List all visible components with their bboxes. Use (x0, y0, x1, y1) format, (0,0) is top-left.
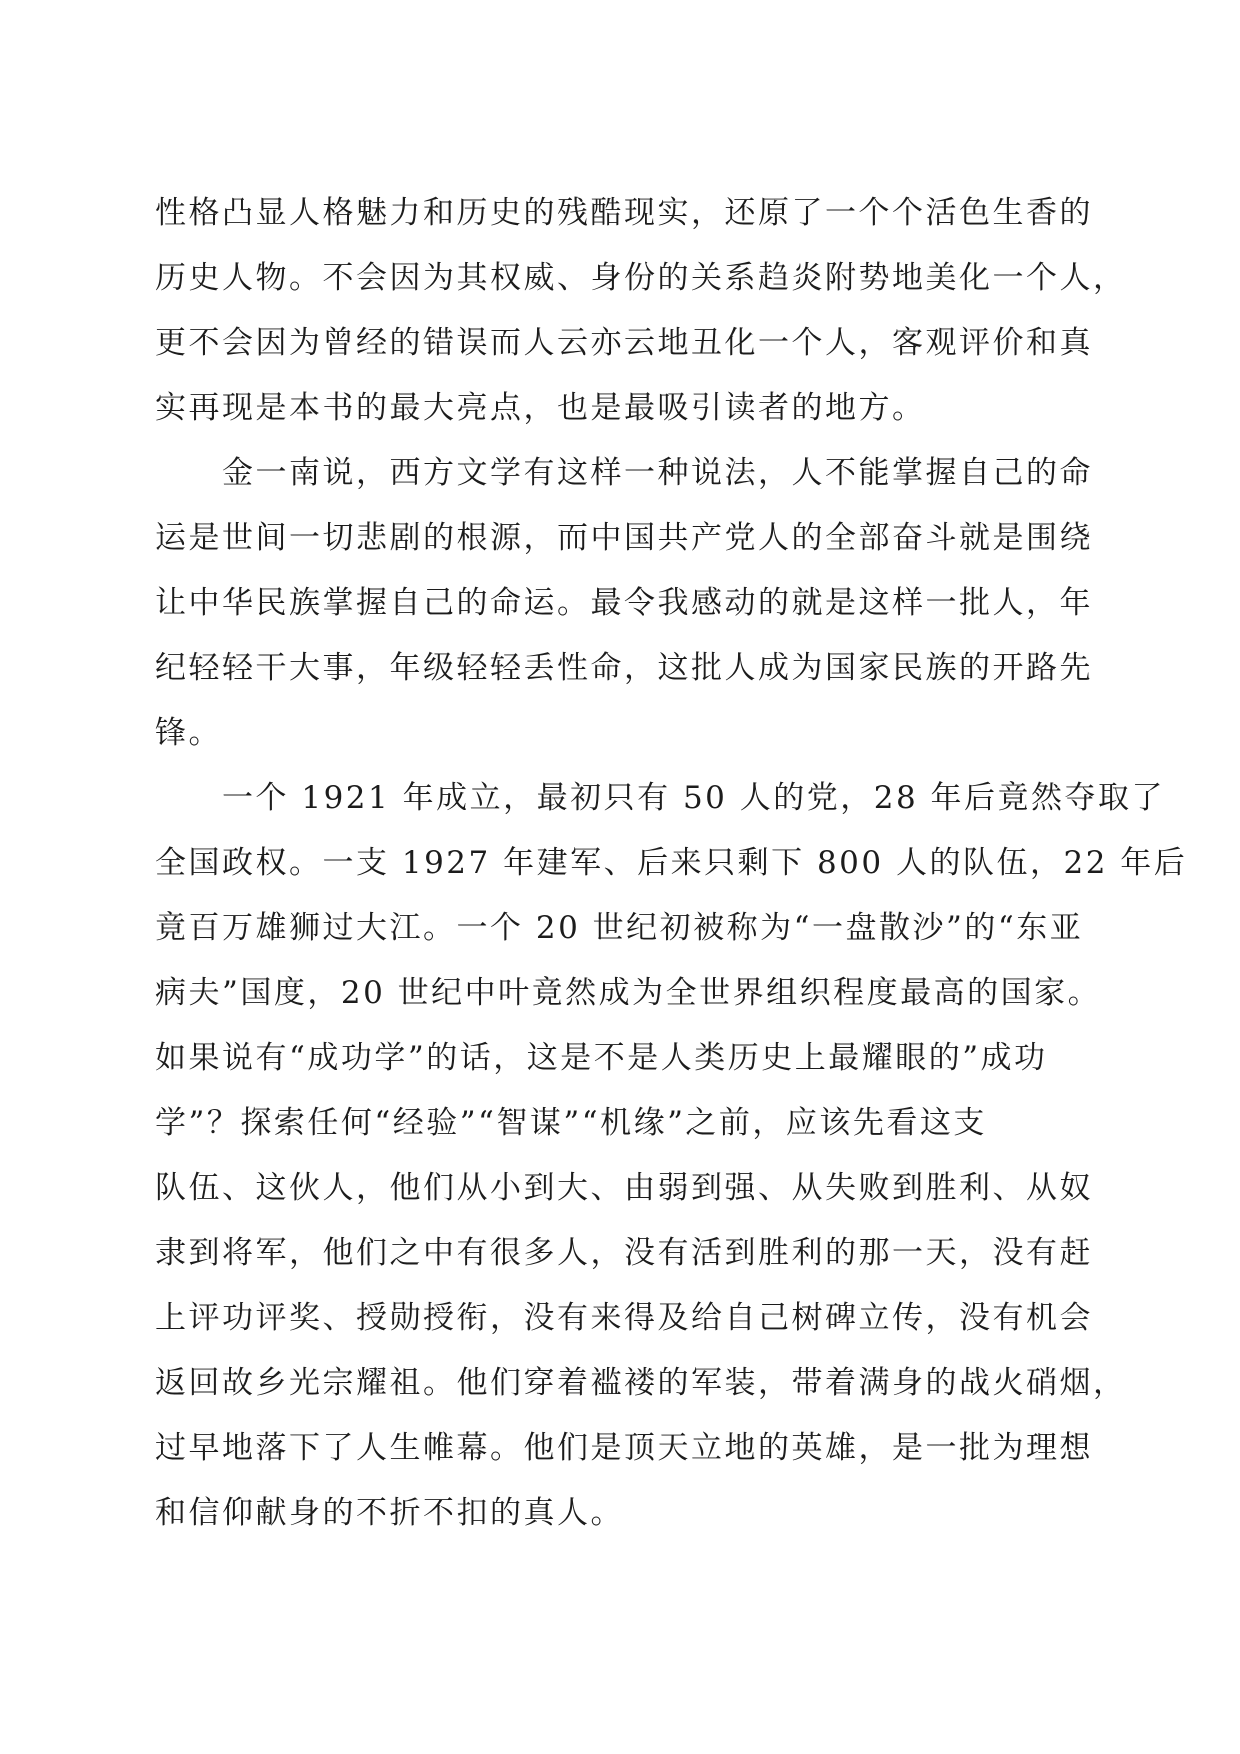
text-line: 金一南说，西方文学有这样一种说法，人不能掌握自己的命 (155, 455, 1093, 491)
text-line: 队伍、这伙人，他们从小到大、由弱到强、从失败到胜利、从奴 (155, 1170, 1093, 1206)
text-line: 性格凸显人格魅力和历史的残酷现实，还原了一个个活色生香的 (155, 195, 1093, 231)
text-line: 运是世间一切悲剧的根源，而中国共产党人的全部奋斗就是围绕 (155, 520, 1093, 556)
text-line: 竟百万雄狮过大江。一个 20 世纪初被称为“一盘散沙”的“东亚 (155, 910, 1084, 946)
text-line: 锋。 (155, 715, 222, 751)
text-line: 历史人物。不会因为其权威、身份的关系趋炎附势地美化一个人， (155, 260, 1127, 296)
text-line: 实再现是本书的最大亮点，也是最吸引读者的地方。 (155, 390, 926, 426)
text-line: 和信仰献身的不折不扣的真人。 (155, 1495, 624, 1531)
text-line: 隶到将军，他们之中有很多人，没有活到胜利的那一天，没有赶 (155, 1235, 1093, 1271)
text-line: 返回故乡光宗耀祖。他们穿着褴褛的军装，带着满身的战火硝烟， (155, 1365, 1127, 1401)
text-line: 上评功评奖、授勋授衔，没有来得及给自己树碑立传，没有机会 (155, 1300, 1093, 1336)
text-line: 纪轻轻干大事，年级轻轻丢性命，这批人成为国家民族的开路先 (155, 650, 1093, 686)
text-line: 全国政权。一支 1927 年建军、后来只剩下 800 人的队伍，22 年后 (155, 845, 1188, 881)
text-line: 更不会因为曾经的错误而人云亦云地丑化一个人，客观评价和真 (155, 325, 1093, 361)
body-text (155, 189, 1188, 1554)
text-line: 让中华民族掌握自己的命运。最令我感动的就是这样一批人，年 (155, 585, 1093, 621)
text-line: 一个 1921 年成立，最初只有 50 人的党，28 年后竟然夺取了 (155, 780, 1166, 816)
text-line: 如果说有“成功学”的话，这是不是人类历史上最耀眼的”成功 (155, 1040, 1048, 1076)
text-line: 学”？探索任何“经验”“智谋”“机缘”之前，应该先看这支 (155, 1105, 987, 1141)
text-line: 过早地落下了人生帷幕。他们是顶天立地的英雄，是一批为理想 (155, 1430, 1093, 1466)
text-line: 病夫”国度，20 世纪中叶竟然成为全世界组织程度最高的国家。 (155, 975, 1102, 1011)
